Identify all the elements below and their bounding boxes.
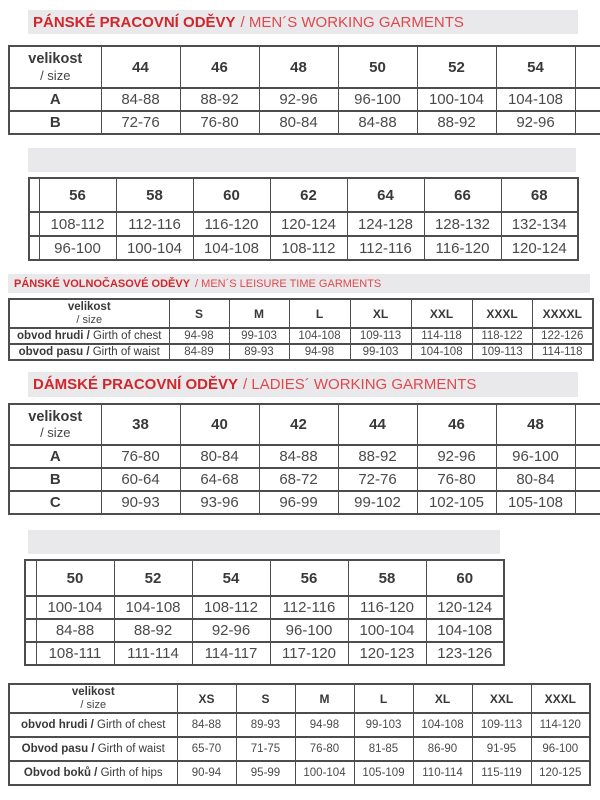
size-value-cell: 88-92 [114, 619, 192, 642]
size-value-cell: 104-108 [411, 344, 472, 360]
size-header-cell: L [354, 684, 413, 713]
row-label-english: Girth of hips [97, 767, 163, 780]
size-value-cell: 96-100 [338, 88, 417, 111]
size-header-cell: 46 [417, 404, 496, 445]
section-title-czech: PÁNSKÉ VOLNOČASOVÉ ODĚVY [14, 277, 191, 290]
size-value-cell: 114-118 [532, 344, 593, 360]
cutoff-column [575, 491, 600, 514]
size-column-header [9, 299, 169, 328]
size-value-cell: 123-126 [426, 642, 504, 665]
size-value-cell: 118-122 [472, 328, 532, 344]
size-value-cell: 76-80 [101, 445, 180, 468]
row-label-czech: obvod hrudi / [21, 719, 94, 732]
size-value-cell: 88-92 [338, 445, 417, 468]
size-header-cell: 44 [101, 46, 180, 88]
size-value-cell: 109-113 [350, 328, 411, 344]
size-value-cell: 114-118 [411, 328, 472, 344]
size-value-cell: 104-108 [426, 619, 504, 642]
table-row [9, 468, 600, 491]
size-value-cell: 86-90 [413, 737, 472, 761]
size-header-cell: 62 [270, 178, 347, 212]
size-value-cell: 128-132 [424, 212, 501, 236]
size-value-cell: 114-120 [531, 713, 590, 737]
size-value-cell: 96-100 [496, 445, 575, 468]
size-header-cell: 52 [114, 560, 192, 596]
size-header-cell: 50 [36, 560, 114, 596]
section-title-mens-leisure [8, 274, 590, 293]
size-value-cell: 120-123 [348, 642, 426, 665]
size-value-cell: 114-117 [192, 642, 270, 665]
size-header-cell: 56 [39, 178, 116, 212]
size-header-cell: 66 [424, 178, 501, 212]
size-value-cell: 99-103 [350, 344, 411, 360]
row-label-cell: C [9, 491, 101, 514]
size-value-cell: 90-93 [101, 491, 180, 514]
size-column-header [9, 404, 101, 445]
row-label-cell [9, 737, 177, 761]
row-label-cell [9, 344, 169, 360]
row-label-cell: A [9, 445, 101, 468]
cutoff-column [575, 46, 600, 88]
size-value-cell: 65-70 [177, 737, 236, 761]
size-value-cell: 124-128 [347, 212, 424, 236]
size-value-cell: 111-114 [114, 642, 192, 665]
size-value-cell: 71-75 [236, 737, 295, 761]
cutoff-column [575, 468, 600, 491]
size-value-cell: 88-92 [180, 88, 259, 111]
table-row [9, 491, 600, 514]
table-row [9, 344, 593, 360]
cutoff-column [29, 212, 39, 236]
size-value-cell: 108-111 [36, 642, 114, 665]
size-value-cell: 110-114 [413, 761, 472, 785]
size-header-cell: M [229, 299, 289, 328]
size-value-cell: 104-108 [289, 328, 350, 344]
size-value-cell: 112-116 [270, 596, 348, 619]
size-value-cell: 90-94 [177, 761, 236, 785]
size-value-cell: 80-84 [496, 468, 575, 491]
size-header-cell: M [295, 684, 354, 713]
size-value-cell: 76-80 [295, 737, 354, 761]
size-value-cell: 120-124 [270, 212, 347, 236]
size-value-cell: 99-103 [354, 713, 413, 737]
mens-leisure-sizes-table [8, 298, 592, 361]
row-label-czech: Obvod boků / [23, 767, 98, 780]
row-label-cell: A [9, 88, 101, 111]
size-value-cell: 109-113 [472, 344, 532, 360]
section-title-mens-working [28, 10, 578, 34]
header-label-english: / size [76, 314, 103, 327]
size-value-cell: 92-96 [417, 445, 496, 468]
size-header-cell: XXL [472, 684, 531, 713]
size-header-cell: XXXL [472, 299, 532, 328]
size-value-cell: 120-124 [426, 596, 504, 619]
size-value-cell: 94-98 [169, 328, 229, 344]
size-value-cell: 95-99 [236, 761, 295, 785]
separator-band [28, 530, 500, 554]
size-header-cell: 56 [270, 560, 348, 596]
size-value-cell: 108-112 [192, 596, 270, 619]
size-value-cell: 109-113 [472, 713, 531, 737]
separator-band [28, 148, 576, 172]
size-value-cell: 94-98 [295, 713, 354, 737]
section-title-czech: DÁMSKÉ PRACOVNÍ ODĚVY [33, 376, 239, 393]
size-value-cell: 96-100 [39, 236, 116, 260]
size-value-cell: 92-96 [496, 111, 575, 134]
row-label-cell [9, 713, 177, 737]
size-header-cell: 68 [501, 178, 578, 212]
cutoff-column [25, 619, 36, 642]
size-header-cell: 48 [259, 46, 338, 88]
size-header-cell: XXL [411, 299, 472, 328]
size-header-cell: 58 [116, 178, 193, 212]
cutoff-column [25, 642, 36, 665]
table-row [9, 88, 600, 111]
size-value-cell: 115-119 [472, 761, 531, 785]
size-value-cell: 72-76 [338, 468, 417, 491]
size-header-cell: 46 [180, 46, 259, 88]
row-label-cell [9, 328, 169, 344]
size-value-cell: 132-134 [501, 212, 578, 236]
size-value-cell: 76-80 [180, 111, 259, 134]
size-value-cell: 96-100 [270, 619, 348, 642]
table-row [29, 236, 578, 260]
size-header-cell: XS [177, 684, 236, 713]
size-value-cell: 104-108 [193, 236, 270, 260]
size-value-cell: 94-98 [289, 344, 350, 360]
size-value-cell: 100-104 [295, 761, 354, 785]
section-title-czech: PÁNSKÉ PRACOVNÍ ODĚVY [33, 13, 236, 31]
size-header-cell: 48 [496, 404, 575, 445]
cutoff-column [29, 236, 39, 260]
size-table [8, 403, 600, 515]
size-value-cell: 112-116 [116, 212, 193, 236]
cutoff-column [575, 445, 600, 468]
table-row [25, 619, 504, 642]
table-row [25, 596, 504, 619]
size-table [8, 45, 600, 135]
size-value-cell: 92-96 [259, 88, 338, 111]
mens-working-sizes-table-44-54 [8, 45, 600, 135]
size-value-cell: 80-84 [180, 445, 259, 468]
size-value-cell: 100-104 [417, 88, 496, 111]
size-value-cell: 100-104 [348, 619, 426, 642]
size-value-cell: 64-68 [180, 468, 259, 491]
size-value-cell: 72-76 [101, 111, 180, 134]
cutoff-column [575, 404, 600, 445]
size-header-cell: L [289, 299, 350, 328]
row-label-czech: obvod hrudi / [17, 330, 90, 343]
size-table [8, 298, 594, 361]
section-title-ladies-working [28, 372, 578, 397]
section-title-english: / MEN´S LEISURE TIME GARMENTS [195, 277, 382, 290]
header-label-english: / size [40, 425, 71, 441]
size-value-cell: 84-88 [259, 445, 338, 468]
row-label-cell [9, 761, 177, 785]
header-label-czech: velikost [28, 408, 83, 425]
size-header-cell: XXXXL [532, 299, 593, 328]
size-value-cell: 120-124 [501, 236, 578, 260]
size-value-cell: 84-88 [177, 713, 236, 737]
size-value-cell: 102-105 [417, 491, 496, 514]
ladies-measurements-table [8, 683, 589, 786]
size-header-cell: S [236, 684, 295, 713]
size-value-cell: 96-100 [531, 737, 590, 761]
size-header-cell: 44 [338, 404, 417, 445]
size-header-cell: 60 [426, 560, 504, 596]
row-label-english: Girth of chest [89, 330, 162, 343]
header-label-english: / size [40, 67, 71, 83]
table-row [9, 111, 600, 134]
size-value-cell: 60-64 [101, 468, 180, 491]
size-value-cell: 120-125 [531, 761, 590, 785]
size-header-cell: S [169, 299, 229, 328]
size-value-cell: 84-89 [169, 344, 229, 360]
size-value-cell: 92-96 [192, 619, 270, 642]
size-value-cell: 76-80 [417, 468, 496, 491]
cutoff-column [575, 88, 600, 111]
size-value-cell: 104-108 [413, 713, 472, 737]
size-value-cell: 105-108 [496, 491, 575, 514]
size-value-cell: 89-93 [229, 344, 289, 360]
section-title-english: / LADIES´ WORKING GARMENTS [243, 376, 477, 393]
size-header-cell: 42 [259, 404, 338, 445]
row-label-czech: obvod pasu / [18, 346, 90, 359]
cutoff-column [25, 596, 36, 619]
header-label-czech: velikost [71, 686, 115, 698]
size-value-cell: 99-103 [229, 328, 289, 344]
size-header-cell: 38 [101, 404, 180, 445]
size-value-cell: 88-92 [417, 111, 496, 134]
size-table [28, 177, 579, 261]
size-value-cell: 99-102 [338, 491, 417, 514]
size-value-cell: 100-104 [36, 596, 114, 619]
size-value-cell: 84-88 [101, 88, 180, 111]
size-value-cell: 122-126 [532, 328, 593, 344]
size-header-cell: 58 [348, 560, 426, 596]
row-label-english: Girth of waist [94, 743, 165, 756]
size-header-cell: 60 [193, 178, 270, 212]
size-value-cell: 104-108 [114, 596, 192, 619]
size-header-cell: 64 [347, 178, 424, 212]
size-value-cell: 116-120 [193, 212, 270, 236]
size-value-cell: 108-112 [39, 212, 116, 236]
row-label-english: Girth of waist [89, 346, 160, 359]
table-row [25, 642, 504, 665]
cutoff-column [25, 560, 36, 596]
ladies-working-sizes-table-50-60 [24, 559, 503, 666]
size-value-cell: 116-120 [348, 596, 426, 619]
size-header-cell: XXXL [531, 684, 590, 713]
section-title-english: / MEN´S WORKING GARMENTS [240, 13, 464, 31]
ladies-working-sizes-table-38-48 [8, 403, 600, 515]
size-value-cell: 89-93 [236, 713, 295, 737]
size-value-cell: 93-96 [180, 491, 259, 514]
size-value-cell: 84-88 [36, 619, 114, 642]
table-row [29, 212, 578, 236]
table-row [9, 713, 590, 737]
size-header-cell: 54 [496, 46, 575, 88]
mens-working-sizes-table-56-68 [28, 177, 577, 261]
size-header-cell: 54 [192, 560, 270, 596]
size-value-cell: 105-109 [354, 761, 413, 785]
size-column-header [9, 684, 177, 713]
size-value-cell: 81-85 [354, 737, 413, 761]
size-value-cell: 108-112 [270, 236, 347, 260]
table-row [9, 761, 590, 785]
size-header-cell: 50 [338, 46, 417, 88]
row-label-czech: Obvod pasu / [21, 743, 95, 756]
row-label-cell: B [9, 468, 101, 491]
size-value-cell: 84-88 [338, 111, 417, 134]
size-table [8, 683, 591, 786]
size-value-cell: 116-120 [424, 236, 501, 260]
size-value-cell: 112-116 [347, 236, 424, 260]
size-table [24, 559, 505, 666]
header-label-english: / size [80, 699, 107, 712]
size-value-cell: 96-99 [259, 491, 338, 514]
table-row [9, 328, 593, 344]
size-value-cell: 68-72 [259, 468, 338, 491]
row-label-cell: B [9, 111, 101, 134]
cutoff-column [575, 111, 600, 134]
size-header-cell: 52 [417, 46, 496, 88]
size-header-cell: 40 [180, 404, 259, 445]
size-value-cell: 100-104 [116, 236, 193, 260]
size-value-cell: 104-108 [496, 88, 575, 111]
header-label-czech: velikost [67, 301, 111, 313]
cutoff-column [29, 178, 39, 212]
size-value-cell: 117-120 [270, 642, 348, 665]
size-value-cell: 91-95 [472, 737, 531, 761]
header-label-czech: velikost [28, 51, 83, 68]
size-value-cell: 80-84 [259, 111, 338, 134]
table-row [9, 445, 600, 468]
row-label-english: Girth of chest [93, 719, 166, 732]
size-header-cell: XL [413, 684, 472, 713]
size-header-cell: XL [350, 299, 411, 328]
table-row [9, 737, 590, 761]
size-column-header [9, 46, 101, 88]
